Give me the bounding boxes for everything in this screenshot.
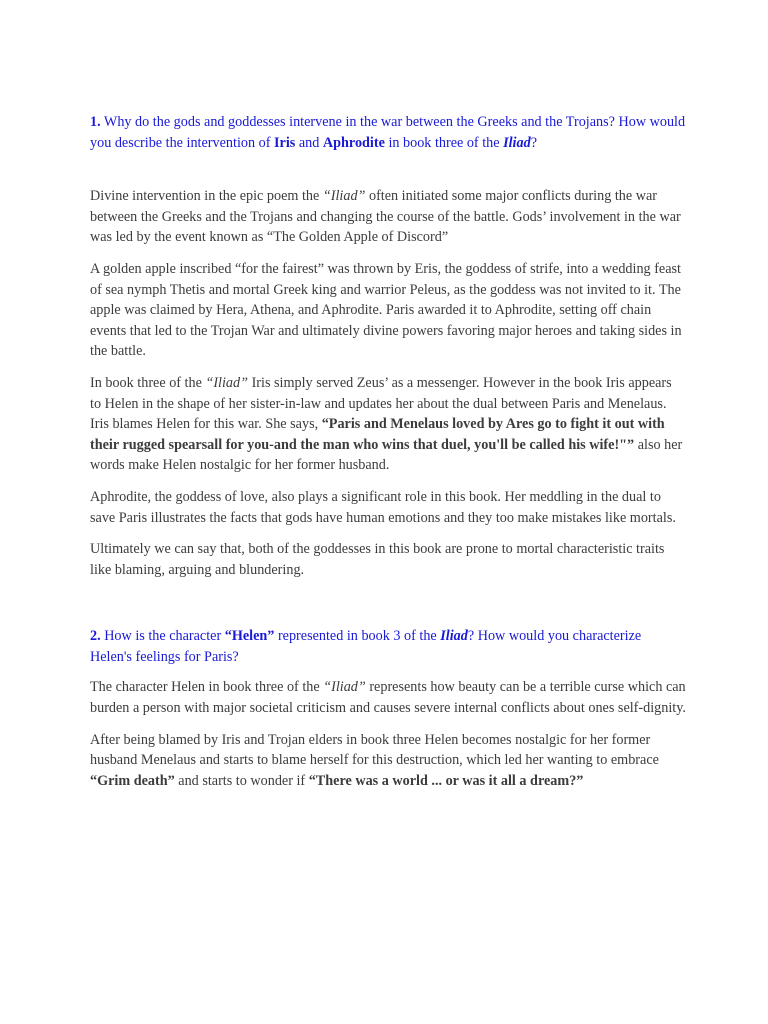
question-2-text-c: ? How would you characterize Helen's feelings for Paris? bbox=[90, 628, 642, 665]
paragraph-6 bbox=[90, 677, 686, 718]
paragraph-6-iliad: “Iliad” bbox=[323, 679, 366, 696]
question-1-iliad: Iliad bbox=[503, 134, 531, 151]
paragraph-1 bbox=[90, 186, 686, 248]
paragraph-3-text-c: also her words make Helen nostalgic for her former husband. bbox=[90, 436, 683, 474]
paragraph-5: Ultimately we can say that, both of the goddesses in this book are prone to mortal characteristic traits like blaming, arguing and blundering. bbox=[90, 541, 665, 578]
paragraph-1-iliad: “Iliad” bbox=[322, 188, 366, 205]
paragraph-3-iliad: “Iliad” bbox=[205, 374, 249, 391]
paragraph-6-text-b: represents how beauty can be a terrible curse which can burden a person with major societal criticism and causes severe internal conflicts about ones self-dignity. bbox=[90, 679, 686, 717]
paragraph-1-text-b: often initiated some major conflicts during the war between the Greeks and the Trojans and changing the course of the battle. Gods’ involvement in the war was led by the event known as “The Golden Apple of Discord” bbox=[90, 188, 681, 246]
paragraph-7 bbox=[90, 730, 686, 792]
paragraph-7-grim-death: “Grim death” bbox=[90, 772, 175, 789]
question-1-text-b: in book three of the bbox=[384, 134, 504, 151]
question-1-number: 1. bbox=[90, 114, 101, 130]
document-page bbox=[90, 112, 686, 802]
question-2-number: 2. bbox=[90, 628, 101, 645]
paragraph-3-text-a: In book three of the bbox=[90, 374, 206, 391]
question-1-iris: Iris bbox=[274, 134, 296, 151]
question-1-text-a: Why do the gods and goddesses intervene in the war between the Greeks and the Trojans? How would you describe the intervention of bbox=[90, 114, 686, 151]
question-2 bbox=[90, 626, 686, 667]
question-1-end: ? bbox=[530, 134, 537, 151]
paragraph-7-text-a: After being blamed by Iris and Trojan elders in book three Helen becomes nostalgic for her former husband Menelaus and starts to blame herself for this destruction, which led her wanting to embrace bbox=[90, 731, 659, 769]
paragraph-3 bbox=[90, 373, 686, 476]
paragraph-7-world-quote: “There was a world ... or was it all a dream?” bbox=[308, 772, 584, 789]
paragraph-2: A golden apple inscribed “for the fairest” was thrown by Eris, the goddess of strife, into a wedding feast of sea nymph Thetis and mortal Greek king and warrior Peleus, as the goddess was not invited to it. The apple was claimed by Hera, Athena, and Aphrodite. Paris awarded it to Aphrodite, setting off chain events that led to the Trojan War and ultimately divine powers favoring major heroes and taking sides in the battle. bbox=[90, 260, 682, 360]
paragraph-3-quote: “Paris and Menelaus loved by Ares go to fight it out with their rugged spearsall for you-and the man who wins that duel, you'll be called his wife!"” bbox=[90, 416, 665, 453]
question-1-aphrodite: Aphrodite bbox=[322, 134, 385, 151]
question-2-helen: “Helen” bbox=[224, 628, 275, 645]
question-2-text-a: How is the character bbox=[100, 628, 225, 645]
paragraph-7-text-b: and starts to wonder if bbox=[174, 772, 309, 789]
paragraph-3-text-b: Iris simply served Zeus’ as a messenger. However in the book Iris appears to Helen in the shape of her sister-in-law and updates her about the dual between Paris and Menelaus. Iris blames Helen for this war. She says, bbox=[90, 374, 672, 433]
question-1 bbox=[90, 112, 686, 153]
question-2-iliad: Iliad bbox=[440, 628, 468, 645]
question-1-and: and bbox=[295, 134, 323, 151]
paragraph-6-text-a: The character Helen in book three of the bbox=[90, 679, 324, 696]
question-2-text-b: represented in book 3 of the bbox=[274, 628, 441, 645]
paragraph-1-text-a: Divine intervention in the epic poem the bbox=[90, 188, 323, 205]
paragraph-4: Aphrodite, the goddess of love, also plays a significant role in this book. Her meddling in the dual to save Paris illustrates the facts that gods have human emotions and they too make mistakes like mortals. bbox=[90, 488, 676, 526]
